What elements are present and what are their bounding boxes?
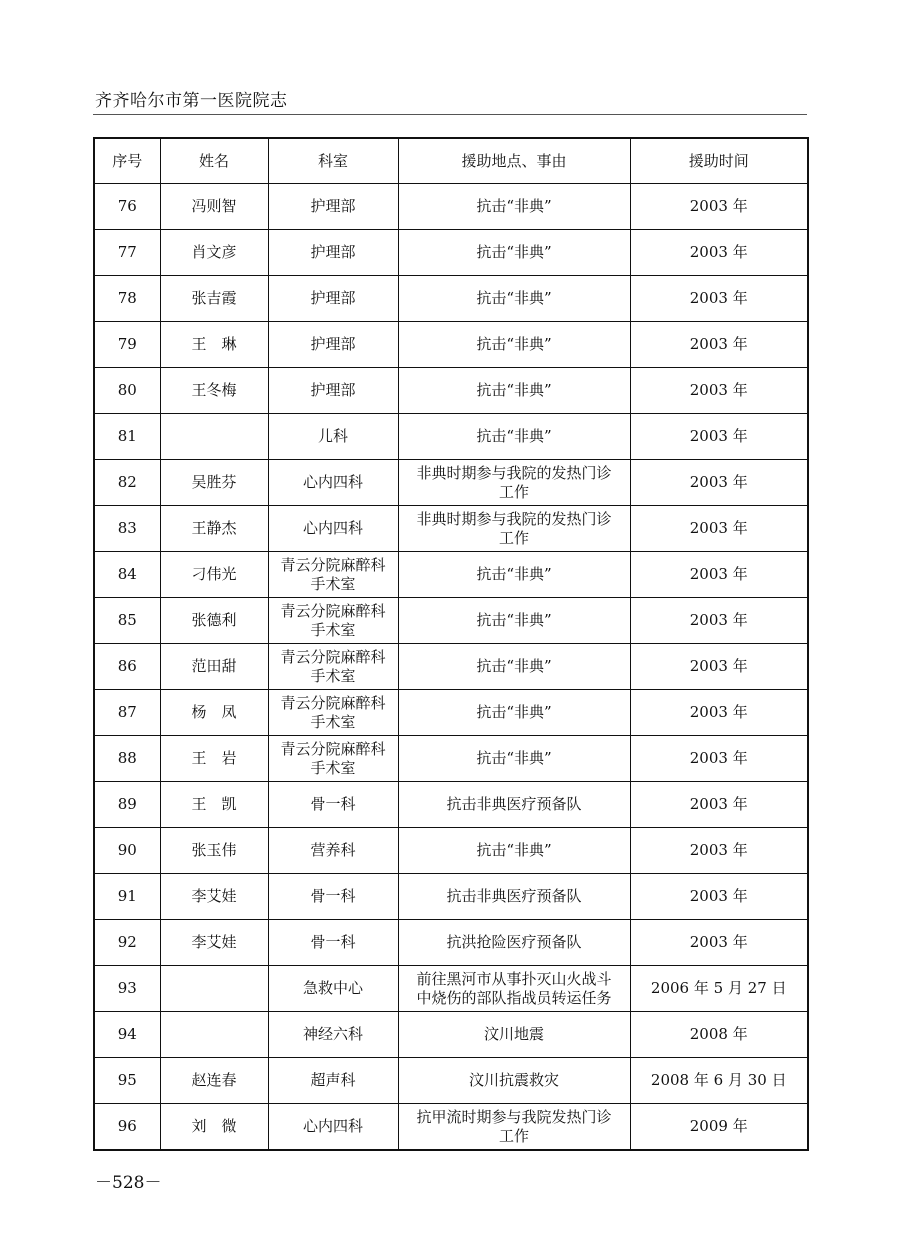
table-row [94,460,808,506]
cell-reason-line: 抗击“非典” [476,749,552,767]
cell-number: 96 [94,1104,160,1151]
cell-name [160,966,268,1012]
cell-reason-line: 抗击“非典” [476,381,552,399]
cell-name: 王 琳 [160,322,268,368]
cell-reason-line: 抗击“非典” [476,427,552,445]
cell-reason [398,828,630,874]
table-row [94,920,808,966]
cell-reason [398,368,630,414]
cell-name: 张德利 [160,598,268,644]
cell-reason-line: 前往黑河市从事扑灭山火战斗 [416,969,612,988]
cell-department: 护理部 [268,184,398,230]
page-number: －528－ [95,1173,162,1193]
cell-name: 杨 凤 [160,690,268,736]
table-row [94,1058,808,1104]
cell-reason [398,598,630,644]
table-row [94,368,808,414]
cell-reason-line: 抗击“非典” [476,335,552,353]
table-row [94,414,808,460]
cell-department: 骨一科 [268,874,398,920]
cell-reason-line: 抗击非典医疗预备队 [446,795,582,813]
cell-department: 护理部 [268,276,398,322]
cell-name: 范田甜 [160,644,268,690]
cell-time: 2003 年 [630,322,808,368]
cell-number: 77 [94,230,160,276]
cell-reason [398,276,630,322]
cell-time: 2003 年 [630,828,808,874]
table-row [94,322,808,368]
table-row [94,966,808,1012]
cell-name: 吴胜芬 [160,460,268,506]
table-row [94,552,808,598]
cell-department: 儿科 [268,414,398,460]
cell-department: 护理部 [268,322,398,368]
cell-time: 2003 年 [630,920,808,966]
cell-department: 急救中心 [268,966,398,1012]
table-row [94,276,808,322]
column-header-department: 科室 [268,138,398,184]
cell-reason [398,920,630,966]
cell-time: 2003 年 [630,506,808,552]
cell-department [268,690,398,736]
cell-reason-line: 抗击“非典” [476,565,552,583]
cell-number: 90 [94,828,160,874]
header-rule [93,114,807,115]
cell-reason-line: 抗击“非典” [476,703,552,721]
cell-reason [398,460,630,506]
cell-number: 93 [94,966,160,1012]
cell-reason-line: 工作 [498,1126,529,1145]
cell-department [268,644,398,690]
cell-number: 84 [94,552,160,598]
table-row [94,782,808,828]
cell-reason [398,552,630,598]
cell-reason-line: 非典时期参与我院的发热门诊 [416,463,612,482]
table-body [94,184,808,1151]
cell-name: 王冬梅 [160,368,268,414]
cell-reason [398,506,630,552]
table-row [94,874,808,920]
table-header-row [94,138,808,184]
cell-department-line: 手术室 [310,712,356,731]
cell-reason-line: 抗击非典医疗预备队 [446,887,582,905]
cell-time: 2006 年 5 月 27 日 [630,966,808,1012]
cell-time: 2003 年 [630,690,808,736]
cell-reason-line: 中烧伤的部队指战员转运任务 [416,988,612,1007]
cell-time: 2003 年 [630,460,808,506]
cell-reason [398,782,630,828]
aid-records-table-container [93,137,807,1151]
cell-reason [398,874,630,920]
aid-records-table [93,137,809,1151]
cell-reason [398,230,630,276]
cell-reason [398,690,630,736]
cell-department-line: 手术室 [310,758,356,777]
cell-reason-line: 抗甲流时期参与我院发热门诊 [416,1107,612,1126]
cell-name: 张吉霞 [160,276,268,322]
cell-department: 护理部 [268,368,398,414]
table-row [94,736,808,782]
cell-department: 骨一科 [268,920,398,966]
cell-reason [398,1012,630,1058]
cell-time: 2003 年 [630,276,808,322]
cell-department: 心内四科 [268,506,398,552]
cell-reason [398,966,630,1012]
cell-reason [398,1058,630,1104]
cell-department-line: 青云分院麻醉科 [280,601,386,620]
cell-time: 2003 年 [630,368,808,414]
cell-reason-line: 抗击“非典” [476,611,552,629]
cell-number: 89 [94,782,160,828]
cell-name: 李艾娃 [160,920,268,966]
column-header-time: 援助时间 [630,138,808,184]
cell-time: 2003 年 [630,736,808,782]
cell-reason-line: 抗击“非典” [476,197,552,215]
cell-reason-line: 非典时期参与我院的发热门诊 [416,509,612,528]
cell-department-line: 手术室 [310,620,356,639]
cell-name: 赵连春 [160,1058,268,1104]
cell-number: 86 [94,644,160,690]
cell-department: 骨一科 [268,782,398,828]
cell-time: 2008 年 6 月 30 日 [630,1058,808,1104]
cell-department: 营养科 [268,828,398,874]
cell-number: 78 [94,276,160,322]
cell-name: 肖文彦 [160,230,268,276]
cell-name [160,414,268,460]
table-row [94,506,808,552]
cell-department-line: 青云分院麻醉科 [280,693,386,712]
cell-department-line: 青云分院麻醉科 [280,739,386,758]
table-row [94,828,808,874]
table-row [94,184,808,230]
cell-name: 张玉伟 [160,828,268,874]
cell-number: 80 [94,368,160,414]
cell-department-line: 青云分院麻醉科 [280,647,386,666]
cell-time: 2003 年 [630,598,808,644]
cell-number: 83 [94,506,160,552]
cell-reason-line: 抗击“非典” [476,289,552,307]
cell-number: 87 [94,690,160,736]
cell-department [268,598,398,644]
cell-number: 88 [94,736,160,782]
cell-number: 79 [94,322,160,368]
cell-name: 刁伟光 [160,552,268,598]
column-header-number: 序号 [94,138,160,184]
cell-number: 82 [94,460,160,506]
cell-department [268,736,398,782]
cell-time: 2003 年 [630,230,808,276]
cell-department: 心内四科 [268,460,398,506]
cell-reason-line: 汶川地震 [483,1025,544,1043]
table-row [94,644,808,690]
cell-department-line: 手术室 [310,666,356,685]
cell-reason [398,736,630,782]
cell-reason [398,1104,630,1151]
cell-time: 2008 年 [630,1012,808,1058]
cell-time: 2003 年 [630,184,808,230]
cell-number: 85 [94,598,160,644]
cell-department: 心内四科 [268,1104,398,1151]
cell-time: 2009 年 [630,1104,808,1151]
cell-reason-line: 工作 [498,528,529,547]
cell-reason-line: 工作 [498,482,529,501]
cell-department [268,552,398,598]
cell-number: 81 [94,414,160,460]
cell-reason-line: 抗击“非典” [476,243,552,261]
cell-reason-line: 汶川抗震救灾 [468,1071,559,1089]
cell-department-line: 青云分院麻醉科 [280,555,386,574]
cell-name: 冯则智 [160,184,268,230]
table-row [94,690,808,736]
cell-number: 76 [94,184,160,230]
table-row [94,1012,808,1058]
cell-number: 92 [94,920,160,966]
cell-time: 2003 年 [630,782,808,828]
cell-name: 王静杰 [160,506,268,552]
cell-reason [398,322,630,368]
cell-reason-line: 抗击“非典” [476,657,552,675]
cell-number: 94 [94,1012,160,1058]
cell-number: 95 [94,1058,160,1104]
cell-time: 2003 年 [630,644,808,690]
cell-time: 2003 年 [630,552,808,598]
cell-name [160,1012,268,1058]
column-header-reason: 援助地点、事由 [398,138,630,184]
cell-name: 刘 微 [160,1104,268,1151]
cell-reason-line: 抗洪抢险医疗预备队 [446,933,582,951]
cell-reason [398,644,630,690]
cell-name: 王 岩 [160,736,268,782]
cell-department-line: 手术室 [310,574,356,593]
cell-name: 李艾娃 [160,874,268,920]
cell-time: 2003 年 [630,414,808,460]
table-row [94,598,808,644]
cell-number: 91 [94,874,160,920]
column-header-name: 姓名 [160,138,268,184]
table-row [94,230,808,276]
running-head-title: 齐齐哈尔市第一医院院志 [95,91,288,111]
cell-department: 神经六科 [268,1012,398,1058]
cell-reason-line: 抗击“非典” [476,841,552,859]
cell-time: 2003 年 [630,874,808,920]
table-row [94,1104,808,1151]
cell-name: 王 凯 [160,782,268,828]
cell-reason [398,184,630,230]
cell-department: 护理部 [268,230,398,276]
cell-department: 超声科 [268,1058,398,1104]
cell-reason [398,414,630,460]
